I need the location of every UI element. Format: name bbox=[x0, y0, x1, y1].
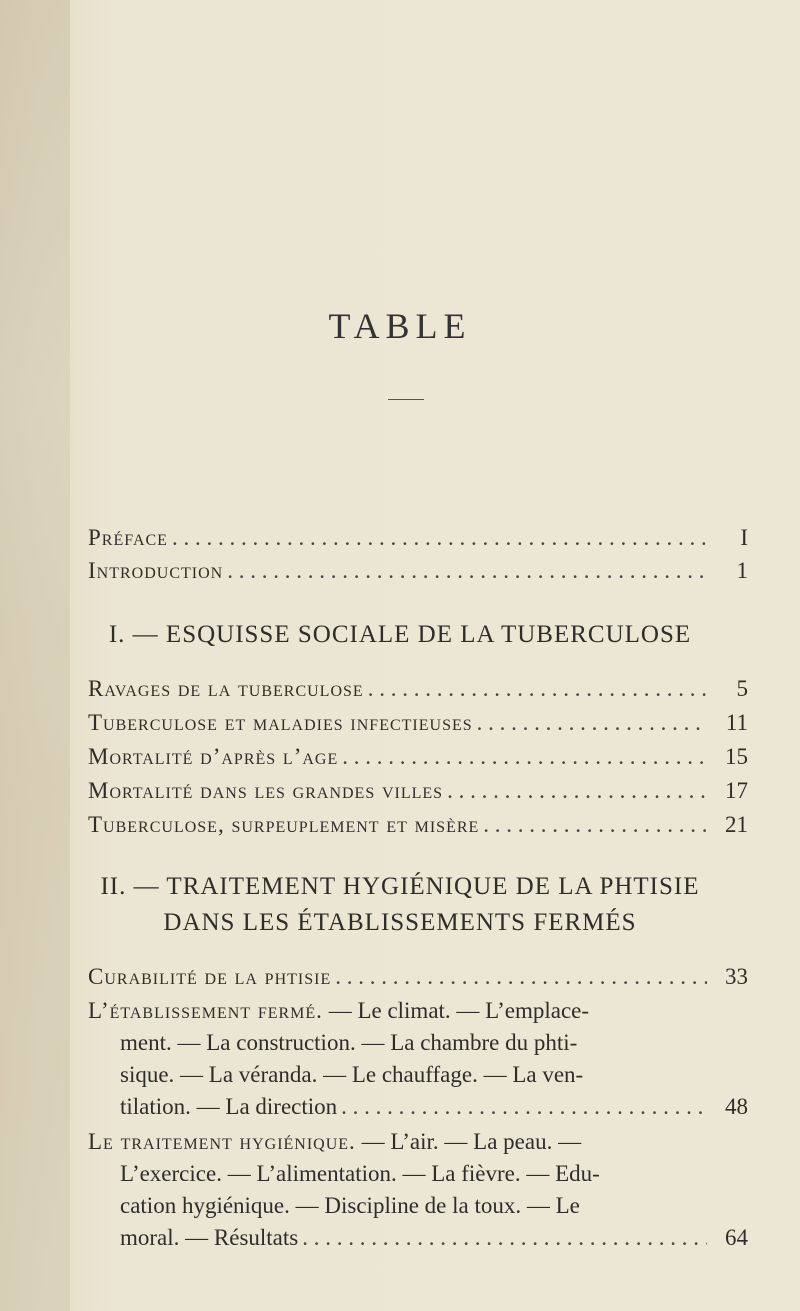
toc-text: ment. — La construction. — La chambre du phti- bbox=[120, 1030, 578, 1055]
section-heading-2-line2: DANS LES ÉTABLISSEMENTS FERMÉS bbox=[163, 909, 637, 936]
toc-entry bbox=[88, 809, 748, 841]
toc-entry-multiline bbox=[88, 1126, 748, 1254]
toc-text: cation hygiénique. — Discipline de la toux. — Le bbox=[120, 1193, 580, 1218]
toc-page: 5 bbox=[736, 676, 748, 701]
leader-dots bbox=[335, 961, 707, 993]
toc-text: tilation. — La direction bbox=[120, 1094, 338, 1119]
toc-page: 48 bbox=[725, 1094, 748, 1119]
leader-dots bbox=[447, 775, 707, 807]
toc-text: L’exercice. — L’alimentation. — La fièvre. — Edu- bbox=[120, 1161, 600, 1186]
toc-label: Préface bbox=[88, 525, 168, 550]
toc-entry bbox=[88, 741, 748, 773]
toc-label: L’établissement fermé. bbox=[88, 998, 323, 1023]
toc-label: Ravages de la tuberculose bbox=[88, 676, 364, 701]
toc-entry bbox=[88, 673, 748, 705]
leader-dots bbox=[172, 522, 708, 554]
leader-dots bbox=[302, 1222, 707, 1254]
leader-dots bbox=[341, 1091, 707, 1123]
toc-page: 15 bbox=[725, 744, 748, 769]
toc-entry-preface bbox=[88, 522, 748, 554]
toc-label: Introduction bbox=[88, 558, 224, 583]
toc-text: — L’air. — La peau. — bbox=[355, 1129, 582, 1154]
toc-label: Tuberculose et maladies infectieuses bbox=[88, 710, 473, 735]
page-title: TABLE bbox=[328, 306, 472, 346]
section-heading-1: I. — ESQUISSE SOCIALE DE LA TUBERCULOSE bbox=[108, 621, 692, 648]
toc-entry bbox=[88, 775, 748, 807]
toc-label: Tuberculose, surpeuplement et misère bbox=[88, 812, 480, 837]
toc-page: 1 bbox=[736, 558, 748, 583]
toc-label: Mortalité dans les grandes villes bbox=[88, 778, 444, 803]
toc-label: Le traitement hygiénique. bbox=[88, 1129, 356, 1154]
section-heading-2-line1: II. — TRAITEMENT HYGIÉNIQUE DE LA PHTISIE bbox=[100, 873, 700, 900]
toc-page: 33 bbox=[725, 964, 748, 989]
leader-dots bbox=[342, 741, 707, 773]
toc-line bbox=[88, 1126, 581, 1158]
toc-page: 11 bbox=[725, 710, 748, 735]
toc-page: I bbox=[740, 525, 748, 550]
toc-text: sique. — La véranda. — Le chauffage. — La ven- bbox=[120, 1062, 584, 1087]
leader-dots bbox=[227, 555, 708, 587]
toc-text: moral. — Résultats bbox=[120, 1225, 299, 1250]
toc-page: 21 bbox=[725, 812, 748, 837]
toc-text: — Le climat. — L’emplace- bbox=[322, 998, 590, 1023]
leader-dots bbox=[477, 707, 708, 739]
toc-entry-multiline bbox=[88, 995, 748, 1123]
toc-entry bbox=[88, 707, 748, 739]
toc-label: Mortalité d’après l’age bbox=[88, 744, 339, 769]
toc-entry bbox=[88, 961, 748, 993]
title-rule bbox=[388, 399, 424, 400]
toc-page: 17 bbox=[725, 778, 748, 803]
leader-dots bbox=[368, 673, 708, 705]
toc-label: Curabilité de la phtisie bbox=[88, 964, 332, 989]
toc-entry-introduction bbox=[88, 555, 748, 587]
toc-line bbox=[88, 995, 589, 1027]
leader-dots bbox=[483, 809, 707, 841]
page-edge-shading bbox=[0, 0, 70, 1311]
toc-page: 64 bbox=[725, 1225, 748, 1250]
